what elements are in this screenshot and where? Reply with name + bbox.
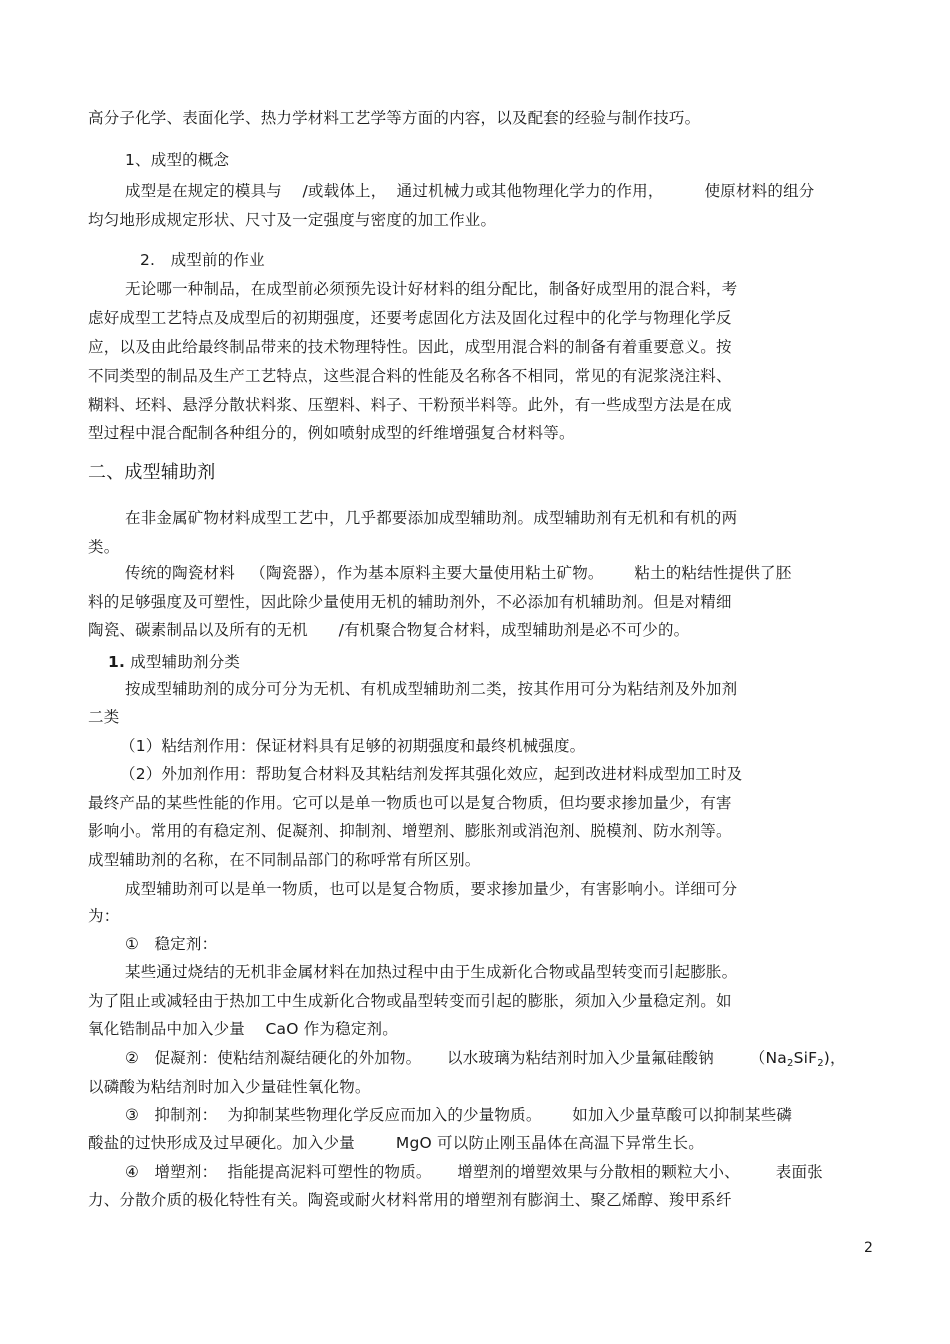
text-line: 成型辅助剂可以是单一物质，也可以是复合物质，要求掺加量少，有害影响小。详细可分 (125, 880, 738, 898)
text-line: （2）外加剂作用：帮助复合材料及其粘结剂发挥其强化效应，起到改进材料成型加工时及 (120, 765, 743, 783)
chapter-heading: 二、成型辅助剂 (88, 462, 216, 483)
text-line: 酸盐的过快形成及过早硬化。加入少量 MgO 可以防止刚玉晶体在高温下异常生长。 (88, 1134, 704, 1152)
text-line: 力、分散介质的极化特性有关。陶瓷或耐火材料常用的增塑剂有膨润土、聚乙烯醇、羧甲系纤 (88, 1191, 732, 1209)
text-line: 为了阻止或减轻由于热加工中生成新化合物或晶型转变而引起的膨胀，须加入少量稳定剂。如 (88, 992, 732, 1010)
text-line: 陶瓷、碳素制品以及所有的无机 /有机聚合物复合材料，成型辅助剂是必不可少的。 (88, 621, 690, 639)
text-line: 为： (88, 907, 120, 925)
list-item-heading: ① 稳定剂： (125, 935, 218, 953)
text-line: 应，以及由此给最终制品带来的技术物理特性。因此，成型用混合料的制备有着重要意义。按 (88, 338, 732, 356)
text-line: 料的足够强度及可塑性，因此除少量使用无机的辅助剂外，不必添加有机辅助剂。但是对精细 (88, 593, 732, 611)
text-line: 某些通过烧结的无机非金属材料在加热过程中由于生成新化合物或晶型转变而引起膨胀。 (125, 963, 738, 981)
section-heading: 1、成型的概念 (125, 151, 230, 169)
text-line: 型过程中混合配制各种组分的，例如喷射成型的纤维增强复合材料等。 (88, 424, 575, 442)
section-heading (108, 652, 240, 672)
section-heading: 2. 成型前的作业 (140, 251, 265, 269)
text-line: ③ 抑制剂： 为抑制某些物理化学反应而加入的少量物质。 如加入少量草酸可以抑制某些磷 (125, 1106, 793, 1124)
text-line: 高分子化学、表面化学、热力学材料工艺学等方面的内容，以及配套的经验与制作技巧。 (88, 109, 701, 127)
text-line: （1）粘结剂作用：保证材料具有足够的初期强度和最终机械强度。 (120, 737, 586, 755)
text-line: 二类 (88, 708, 120, 726)
text-segment: ② 促凝剂：使粘结剂凝结硬化的外加物。 以水玻璃为粘结剂时加入少量氟硅酸钠 （Na (125, 1049, 787, 1067)
text-line (125, 1048, 846, 1068)
heading-number: 1. (108, 653, 126, 671)
heading-text: 成型辅助剂分类 (130, 653, 241, 671)
text-line: 在非金属矿物材料成型工艺中，几乎都要添加成型辅助剂。成型辅助剂有无机和有机的两 (125, 509, 738, 527)
page-number: 2 (864, 1240, 873, 1256)
text-line: 均匀地形成规定形状、尺寸及一定强度与密度的加工作业。 (88, 211, 497, 229)
text-line: 按成型辅助剂的成分可分为无机、有机成型辅助剂二类，按其作用可分为粘结剂及外加剂 (125, 680, 738, 698)
subscript: 2 (817, 1058, 824, 1069)
text-line: 无论哪一种制品，在成型前必须预先设计好材料的组分配比，制备好成型用的混合料，考 (125, 280, 738, 298)
text-line: 成型是在规定的模具与 /或载体上， 通过机械力或其他物理化学力的作用， 使原材料的组分 (125, 182, 815, 200)
formula-end: )， (823, 1049, 846, 1067)
subscript: 2 (787, 1058, 794, 1069)
text-line: 不同类型的制品及生产工艺特点，这些混合料的性能及名称各不相同，常见的有泥浆浇注料、 (88, 367, 732, 385)
formula-part: SiF (793, 1049, 818, 1067)
text-line: 糊料、坯料、悬浮分散状料浆、压塑料、料子、干粉预半料等。此外，有一些成型方法是在成 (88, 396, 732, 414)
text-line: 类。 (88, 538, 120, 556)
text-line: 影响小。常用的有稳定剂、促凝剂、抑制剂、增塑剂、膨胀剂或消泡剂、脱模剂、防水剂等。 (88, 822, 732, 840)
text-line: 虑好成型工艺特点及成型后的初期强度，还要考虑固化方法及固化过程中的化学与物理化学反 (88, 309, 732, 327)
text-line: 以磷酸为粘结剂时加入少量硅性氧化物。 (88, 1078, 371, 1096)
text-line: 氧化锆制品中加入少量 CaO 作为稳定剂。 (88, 1020, 398, 1038)
text-line: 传统的陶瓷材料 （陶瓷器），作为基本原料主要大量使用粘土矿物。 粘土的粘结性提供了胚 (125, 564, 792, 582)
text-line: 最终产品的某些性能的作用。它可以是单一物质也可以是复合物质，但均要求掺加量少，有害 (88, 794, 732, 812)
text-line: 成型辅助剂的名称，在不同制品部门的称呼常有所区别。 (88, 851, 481, 869)
text-line: ④ 增塑剂： 指能提高泥料可塑性的物质。 增塑剂的增塑效果与分散相的颗粒大小、 表面张 (125, 1163, 823, 1181)
